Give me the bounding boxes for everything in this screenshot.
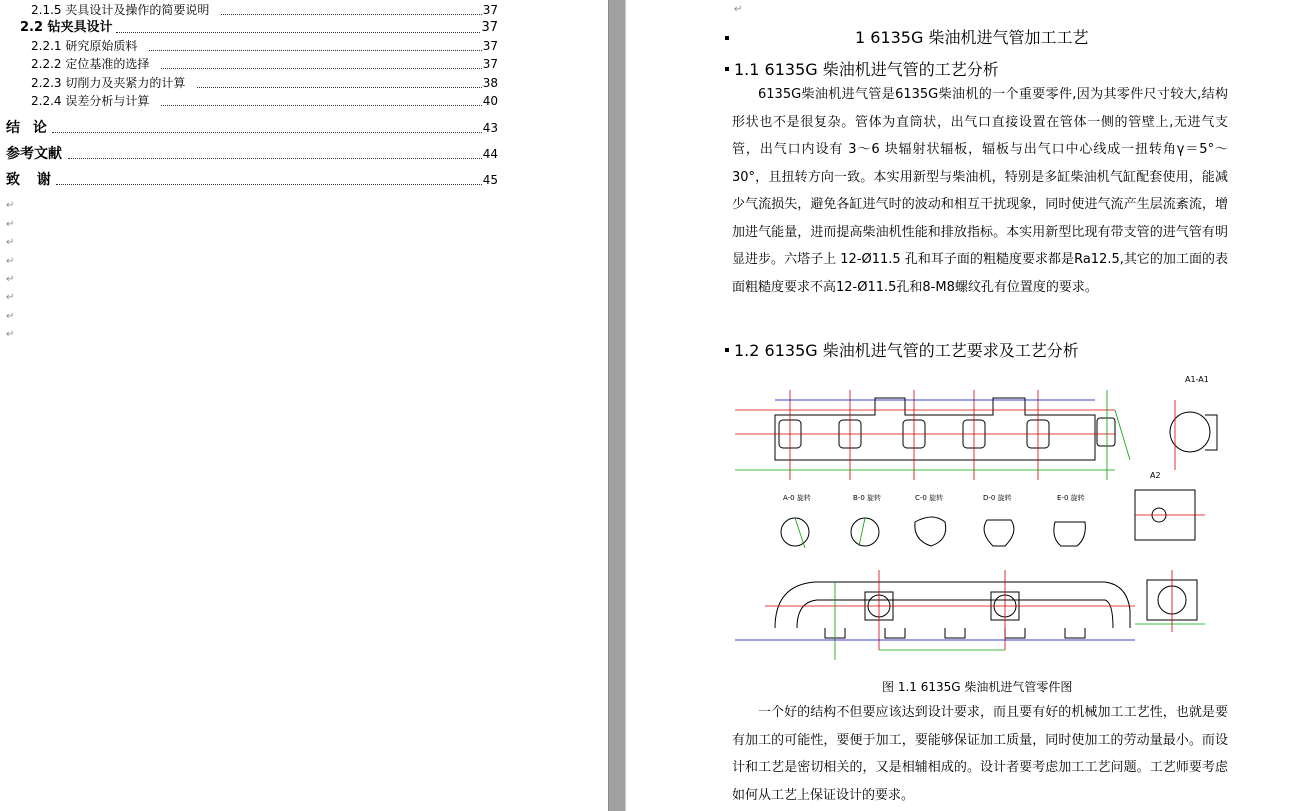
toc-page: 37: [482, 39, 498, 53]
toc-label: 致 谢: [6, 172, 57, 188]
toc-leader: [52, 132, 484, 133]
figure-caption: 图 1.1 6135G 柴油机进气管零件图: [882, 680, 1073, 694]
toc-label: 2.1.5 夹具设计及操作的简要说明: [31, 3, 210, 17]
toc-entry[interactable]: [31, 1, 506, 19]
section-title: 1.1 6135G 柴油机进气管的工艺分析: [734, 60, 999, 79]
paragraph-mark: ↵: [6, 200, 15, 211]
paragraph-mark: ↵: [6, 256, 15, 267]
toc-entry[interactable]: [31, 55, 506, 73]
section-title: 1.2 6135G 柴油机进气管的工艺要求及工艺分析: [734, 341, 1079, 360]
view-label: D-0 旋转: [983, 494, 1012, 502]
toc-leader: [116, 32, 484, 33]
body-paragraph: 一个好的结构不但要应该达到设计要求，而且要有好的机械加工工艺性，也就是要有加工的可能性，要便于加工，要能够保证加工质量，同时使加工的劳动量最小。而设计和工艺是密切相关的，又是相辅相成的。设计者要考虑加工工艺问题。工艺师要考虑如何从工艺上保证设计的要求。: [732, 705, 1228, 803]
toc-page: 44: [482, 147, 498, 161]
section-body: [732, 699, 1228, 809]
toc-entry[interactable]: [6, 171, 506, 189]
toc-label: 2.2 钻夹具设计: [20, 20, 113, 35]
paragraph-mark: ↵: [6, 292, 15, 303]
toc-entry[interactable]: [31, 92, 506, 110]
heading-bullet: [725, 36, 729, 40]
toc-label: 2.2.3 切削力及夹紧力的计算: [31, 76, 186, 90]
toc-label: 参考文献: [6, 146, 62, 162]
paragraph-mark: ↵: [734, 4, 743, 15]
part-drawing: [735, 370, 1235, 670]
heading-bullet: [725, 348, 729, 352]
toc-leader: [56, 184, 484, 185]
view-label: C-0 旋转: [915, 494, 944, 502]
toc-page: 40: [482, 94, 498, 108]
toc-leader: [68, 158, 484, 159]
section-body: [732, 81, 1228, 301]
page-gutter: [608, 0, 626, 811]
toc-page: 37: [482, 3, 498, 17]
toc-label: 2.2.2 定位基准的选择: [31, 57, 150, 71]
toc-label: 2.2.4 误差分析与计算: [31, 94, 150, 108]
toc-leader: [197, 87, 484, 88]
toc-label: 结 论: [6, 120, 51, 136]
toc-entry[interactable]: [6, 145, 506, 163]
chapter-title: 1 6135G 柴油机进气管加工工艺: [855, 28, 1089, 47]
toc-page: 45: [482, 173, 498, 187]
toc-entry[interactable]: [31, 74, 506, 92]
view-label: B-0 旋转: [853, 494, 882, 502]
toc-label: 2.2.1 研究原始质料: [31, 39, 138, 53]
paragraph-mark: ↵: [6, 311, 15, 322]
toc-entry[interactable]: [6, 119, 506, 137]
view-label: E-0 旋转: [1057, 494, 1085, 502]
toc-leader: [161, 68, 484, 69]
paragraph-mark: ↵: [6, 219, 15, 230]
toc-page: 37: [481, 20, 498, 35]
left-page: [0, 0, 608, 811]
paragraph-mark: ↵: [6, 274, 15, 285]
body-paragraph: 6135G柴油机进气管是6135G柴油机的一个重要零件,因为其零件尺寸较大,结构形状也不是很复杂。管体为直筒状，出气口直接设置在管体一侧的管壁上,无进气支管，出气口内设有 3～6 块辐射状辐板，辐板与出气口中心线成一扭转角γ＝5°～30°，且扭转方向一致。本实用新型与柴油机，特别是多缸柴油机气缸配套使用，能减少气流损失，避免各缸进气时的波动和相互干扰现象，同时使进气流产生层流紊流，增加进气能量，进而提高柴油机性能和排放指标。本实用新型比现有带支管的进气管有明显进步。六塔子上 12-Ø11.5 孔和耳子面的粗糙度要求都是Ra12.5,其它的加工面的表面粗糙度要求不高12-Ø11.5孔和8-M8螺纹孔有位置度的要求。: [732, 87, 1228, 295]
section-label: A1-A1: [1185, 375, 1209, 384]
toc-page: 38: [482, 76, 498, 90]
paragraph-mark: ↵: [6, 237, 15, 248]
section-label: A2: [1150, 471, 1161, 480]
toc-leader: [161, 105, 484, 106]
toc-leader: [149, 50, 484, 51]
view-label: A-0 旋转: [783, 494, 811, 502]
toc-entry[interactable]: [20, 19, 506, 37]
heading-bullet: [725, 67, 729, 71]
toc-leader: [221, 14, 484, 15]
toc-entry[interactable]: [31, 37, 506, 55]
toc-page: 37: [482, 57, 498, 71]
paragraph-mark: ↵: [6, 329, 15, 340]
toc-page: 43: [482, 121, 498, 135]
